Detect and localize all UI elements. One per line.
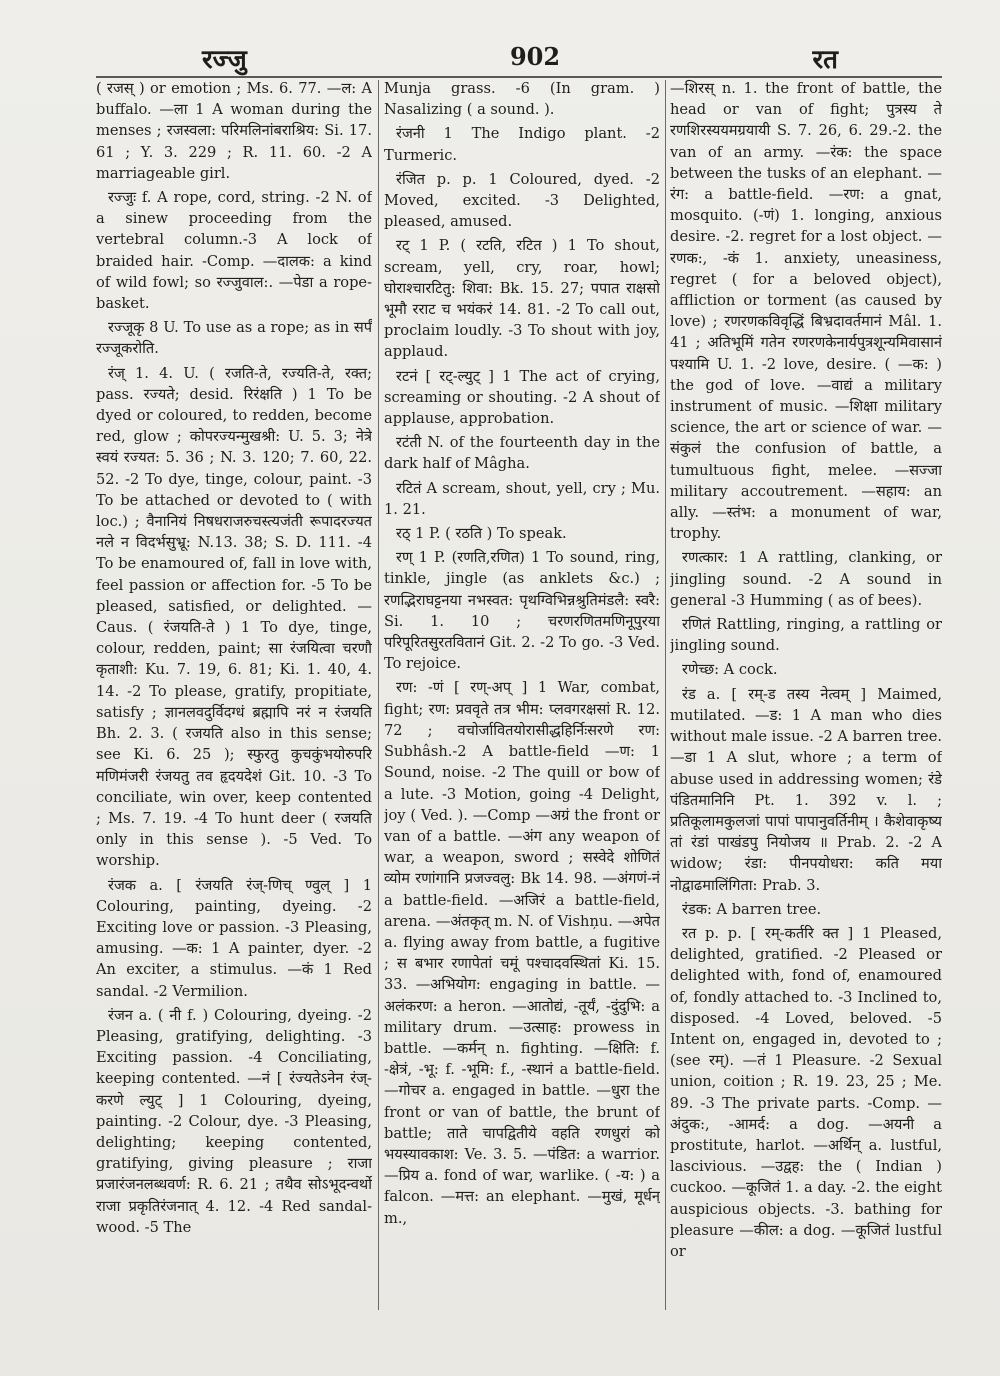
page-number: 902 — [509, 42, 561, 71]
column-3 — [670, 78, 942, 1328]
dictionary-entry: रत p. p. [ रम्-कर्तरि क्त ] 1 Pleased, delighted, gratified. -2 Pleased or delighted with, fond of, enamoured of, fondly attached to. -3 Inclined to, disposed. -4 Loved, beloved. -5 Intent on, engaged in, devoted to ; (see रम्). —तं 1 Pleasure. -2 Sexual union, coition ; R. 19. 23, 25 ; Me. 89. -3 The private parts. -Comp. —अंदुक:, -आमर्द: a dog. —अयनी a prostitute, harlot. —अर्थिन् a. lustful, lascivious. —उद्वह: the ( Indian ) cuckoo. —कूजितं 1. a day. -2. the eight auspicious objects. -3. bathing for pleasure —कील: a dog. —कूजितं lustful or — [670, 924, 942, 1260]
dictionary-entry: रट् 1 P. ( रटति, रटित ) 1 To shout, scream, yell, cry, roar, howl; घोराश्चारटितु: शिवा: Bk. 15. 27; पपात राक्षसो भूमौ रराट च भयंकरं 14. 81. -2 To call out, proclaim loudly. -3 To shout with joy, applaud. — [384, 237, 660, 361]
dictionary-entry: रटनं [ रट्-ल्युट् ] 1 The act of crying, screaming or shouting. -2 A shout of applause, approbation. — [384, 367, 660, 428]
dictionary-entry: रंडक: A barren tree. — [682, 900, 822, 918]
dictionary-entry: रज्जूकृ 8 U. To use as a rope; as in सर्पं रज्जूकरोति. — [96, 319, 372, 358]
dictionary-entry: रटितं A scream, shout, yell, cry ; Mu. 1. 21. — [384, 479, 660, 518]
dictionary-entry: रंज् 1. 4. U. ( रजति-ते, रज्यति-ते, रक्त; pass. रज्यते; desid. रिरंक्षति ) 1 To be dyed or coloured, to redden, become red, glow ; कोपरज्यन्मुखश्री: U. 5. 3; नेत्रे स्वयं रज्यत: 5. 36 ; N. 3. 120; 7. 60, 22. 52. -2 To dye, tinge, colour, paint. -3 To be attached or devoted to ( with loc.) ; वैनानियं निषधराजरुचस्त्यजंती रूपादरज्यत नले न विदर्भसुभ्रू: N.13. 38; S. D. 111. -4 To be enamoured of, fall in love with, feel passion or affection for. -5 To be pleased, satisfied, or delighted. —Caus. ( रंजयति-ते ) 1 To dye, tinge, colour, redden, paint; सा रंजयित्वा चरणौ कृताशी: Ku. 7. 19, 6. 81; Ki. 1. 40, 4. 14. -2 To please, gratify, propitiate, satisfy ; ज्ञानलवदुर्विदग्धं ब्रह्मापि नरं न रंजयति Bh. 2. 3. ( रजयति also in this sense; see Ki. 6. 25 ); स्फुरतु कुचकुंभयोरुपरि मणिमंजरी रंजयतु तव हृदयदेशं Git. 10. -3 To conciliate, win over, keep contented ; Ms. 7. 19. -4 To hunt deer ( रजयति only in this sense ). -5 Ved. To worship. — [96, 364, 372, 870]
dictionary-entry: ( रजस् ) or emotion ; Ms. 6. 77. —ल: A buffalo. —ला 1 A woman during the menses ; रजस्वला: परिमलिनांबराश्रिय: Si. 17. 61 ; Y. 3. 229 ; R. 11. 60. -2 A marriageable girl. — [96, 80, 372, 182]
dictionary-entry: रठ् 1 P. ( रठति ) To speak. — [396, 525, 567, 543]
right-guide-word: रत — [812, 45, 838, 75]
column-2 — [384, 78, 660, 1328]
dictionary-entry: रंजित p. p. 1 Coloured, dyed. -2 Moved, excited. -3 Delighted, pleased, amused. — [384, 170, 660, 231]
dictionary-entry: रंजनी 1 The Indigo plant. -2 Turmeric. — [384, 125, 660, 164]
dictionary-entry: रज्जुः f. A rope, cord, string. -2 N. of a sinew proceeding from the vertebral column.-3 A lock of braided hair. -Comp. —दालक: a kind of wild fowl; so रज्जुवाल:. —पेडा a rope-basket. — [96, 189, 372, 313]
dictionary-entry: रंड a. [ रम्-ड तस्य नेत्वम् ] Maimed, mutilated. —ड: 1 A man who dies without male issue. -2 A barren tree. —डा 1 A slut, whore ; a term of abuse used in addressing women; रंडे पंडितमानिनि Pt. 1. 392 v. l. ; प्रतिकूलामकुलजां पापां पापानुवर्तिनीम् । कैशेवाकृष्य तां रंडां पाखंडपु नियोजय ॥ Prab. 2. -2 A widow; रंडा: पीनपयोधरा: कति मया नोद्वाढमालिंगिता: Prab. 3. — [670, 685, 942, 894]
dictionary-entry: रण: -णं [ रण्-अप् ] 1 War, combat, fight; रण: प्रववृते तत्र भीम: प्लवगरक्षसां R. 12. 72 ; वचोर्जावितयोरासीद्धहिर्निःसरणे रण: Subhâsh.-2 A battle-field —ण: 1 Sound, noise. -2 The quill or bow of a lute. -3 Motion, going -4 Delight, joy ( Ved. ). —Comp —अग्रं the front or van of a battle. —अंग any weapon of war, a weapon, sword ; सस्वेदे शोणितं व्योम रणांगानि प्रजज्वलु: Bk 14. 98. —अंगणं-नं a battle-field. —अजिरं a battle-field, arena. —अंतकृत् m. N. of Vishņu. —अपेत a. flying away from battle, a fugitive ; स बभार रणापेतां चमूं पश्चादवस्थितां Ki. 15. 33. —अभियोग: engaging in battle. —अलंकरण: a heron. —आतोद्यं, -तूर्यं, -दुंदुभि: a military drum. —उत्साह: prowess in battle. —कर्मन् n. fighting. —क्षिति: f. -क्षेत्रं, -भू: f. -भूमि: f., -स्थानं a battle-field. —गोचर a. engaged in battle. —धुरा the front or van of battle, the brunt of battle; ताते चापद्वितीये वहति रणधुरां को भयस्यावकाश: Ve. 3. 5. —पंडित: a warrior. —प्रिय a. fond of war, warlike. ( -य: ) a falcon. —मत्त: an elephant. —मुखं, मूर्धन् m., — [384, 679, 660, 1227]
dictionary-entry: —शिरस् n. 1. the front of battle, the head or van of fight; पुत्रस्य ते रणशिरस्ययमग्रयायी S. 7. 26, 6. 29.-2. the van of an army. —रंक: the space between the tusks of an elephant. —रंग: a battle-field. —रण: a gnat, mosquito. (-णं) 1. longing, anxious desire. -2. regret for a lost object. —रणक:, -कं 1. anxiety, uneasiness, regret ( for a beloved object), affliction or torment (as caused by love) ; रणरणकविवृद्धिं बिभ्रदावर्तमानं Mâl. 1. 41 ; अतिभूमिं गतेन रणरणकेनार्यपुत्रशून्यमिवासानं पश्यामि U. 1. -2 love, desire. ( —क: ) the god of love. —वाद्यं a military instrument of music. —शिक्षा military science, the art or science of war. —संकुलं the confusion of battle, a tumultuous fight, melee. —सज्जा military accoutrement. —सहाय: an ally. —स्तंभ: a monument of war, trophy. — [670, 80, 942, 543]
dictionary-entry: रण् 1 P. (रणति,रणित) 1 To sound, ring, tinkle, jingle (as anklets &c.) ; रणद्भिराघट्टनया नभस्वत: पृथग्विभिन्नश्रुतिमंडलै: स्वरै: Si. 1. 10 ; चरणरणितमणिनूपुरया परिपूरितसुरतवितानं Git. 2. -2 To go. -3 Ved. To rejoice. — [384, 549, 660, 673]
column-1 — [96, 78, 372, 1328]
column-divider-1 — [378, 80, 379, 1310]
dictionary-entry: रंजक a. [ रंजयति रंज्-णिच् ण्वुल् ] 1 Colouring, painting, dyeing. -2 Exciting love or passion. -3 Pleasing, amusing. —क: 1 A painter, dyer. -2 An exciter, a stimulus. —कं 1 Red sandal. -2 Vermilion. — [96, 876, 372, 1000]
left-guide-word: रज्जु — [202, 45, 247, 75]
dictionary-entry: रंजन a. ( नी f. ) Colouring, dyeing. -2 Pleasing, gratifying, delighting. -3 Exciting passion. -4 Conciliating, keeping contented. —नं [ रंज्यतेऽनेन रंज्-करणे ल्युट् ] 1 Colouring, dyeing, painting. -2 Colour, dye. -3 Pleasing, delighting; keeping contented, gratifying, giving pleasure ; राजा प्रजारंजनलब्धवर्ण: R. 6. 21 ; तथैव सोऽभूदन्वर्थो राजा प्रकृतिरंजनात् 4. 12. -4 Red sandal-wood. -5 The — [96, 1006, 372, 1236]
dictionary-entry: रटंती N. of the fourteenth day in the dark half of Mâgha. — [384, 434, 660, 473]
dictionary-entry: रणितं Rattling, ringing, a rattling or jingling sound. — [670, 616, 942, 655]
dictionary-entry: रणेच्छ: A cock. — [682, 661, 778, 679]
dictionary-entry: Munja grass. -6 (In gram. ) Nasalizing ( a sound. ). — [384, 80, 660, 119]
column-divider-2 — [665, 80, 666, 1310]
dictionary-entry: रणत्कार: 1 A rattling, clanking, or jingling sound. -2 A sound in general -3 Humming ( as of bees). — [670, 549, 942, 609]
